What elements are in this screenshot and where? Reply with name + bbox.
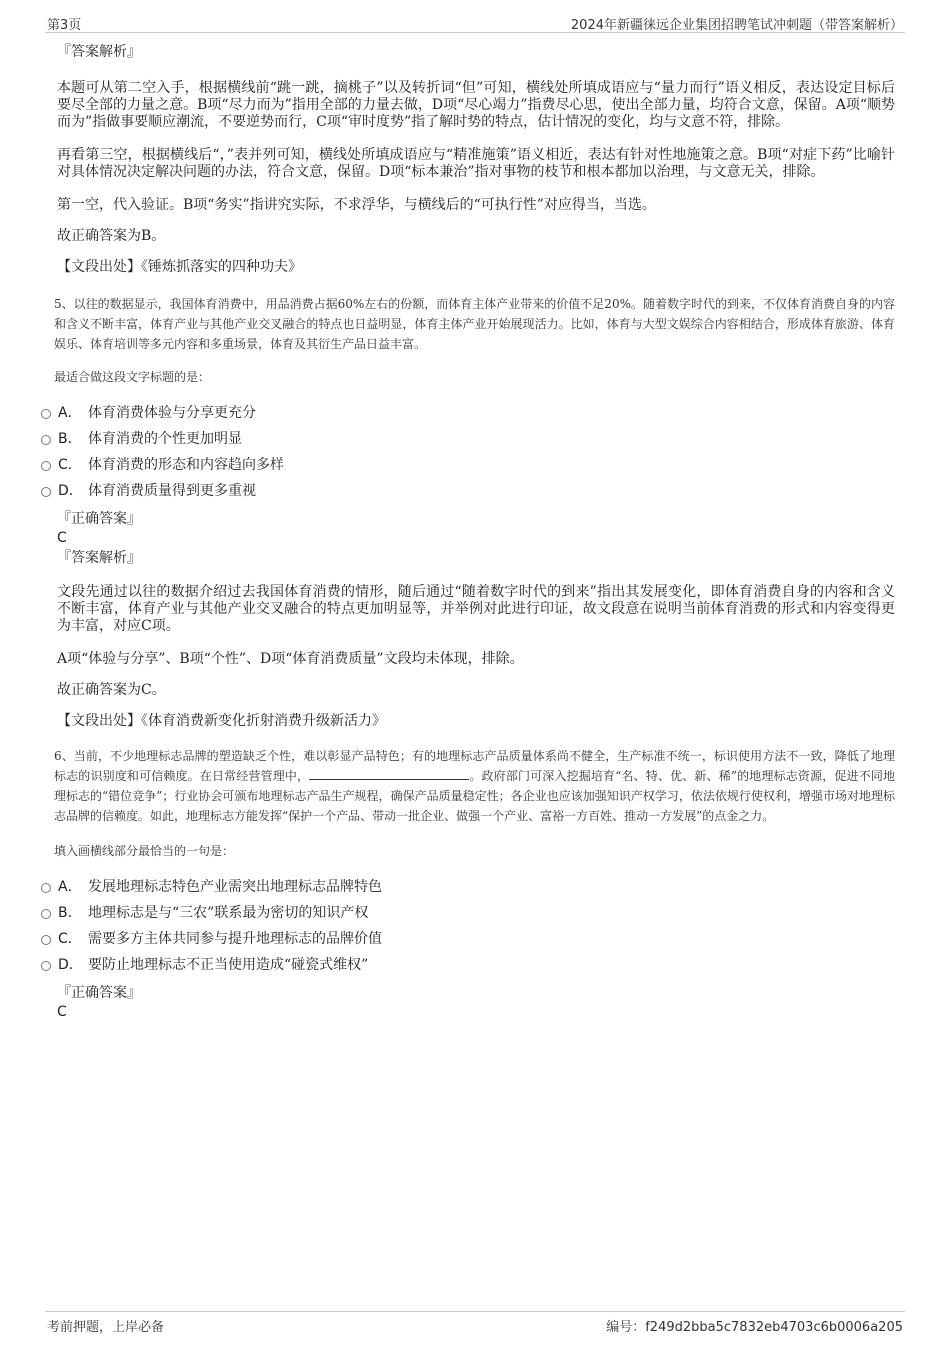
q5-option-d[interactable]: D． 体育消费质量得到更多重视: [0, 478, 900, 504]
q5-option-a[interactable]: A． 体育消费体验与分享更充分: [0, 400, 900, 426]
radio-button[interactable]: [41, 961, 51, 971]
page-footer: [45, 1311, 905, 1336]
q6-stem: [54, 746, 895, 826]
q6-option-d[interactable]: D． 要防止地理标志不正当使用造成“碰瓷式维权”: [0, 952, 900, 978]
fill-in-blank: [309, 767, 469, 780]
radio-button[interactable]: [41, 935, 51, 945]
q6-stem-before-blank: 6、当前，不少地理标志品牌的塑造缺乏个性，难以彰显产品特色；有的地理标志产品质量体系尚不健全，生产标准不统一，标识使用方法不一致，降低了地理标志的识别度和可信赖度。在日常经营管理中，: [54, 749, 895, 783]
q6-option-a[interactable]: A． 发展地理标志特色产业需突出地理标志品牌特色: [0, 874, 900, 900]
radio-button[interactable]: [41, 883, 51, 893]
document-title: 2024年新疆徕远企业集团招聘笔试冲刺题（带答案解析）: [570, 18, 903, 33]
document-code: 编号：f249d2bba5c7832eb4703c6b0006a205: [606, 1320, 903, 1335]
q5-prompt: 最适合做这段文字标题的是：: [54, 370, 211, 384]
page-header: [45, 12, 905, 33]
radio-button[interactable]: [41, 909, 51, 919]
q6-answer-label: 『正确答案』: [57, 985, 141, 1001]
q5-option-b[interactable]: B． 体育消费的个性更加明显: [0, 426, 900, 452]
q6-stem-after-blank: 。政府部门可深入挖掘培育“名、特、优、新、稀”的地理标志资源，促进不同地理标志的“错位竞争”；行业协会可颁布地理标志产品生产规程，确保产品质量稳定性；各企业也应该加强知识产权学习，依法依规行使权利，增强市场对地理标志品牌的信赖度。如此，地理标志方能发挥“保护一个产品、带动一批企业、做强一个产业、富裕一方百姓、推动一方发展”的点金之力。: [54, 769, 895, 823]
q6-option-c[interactable]: C． 需要多方主体共同参与提升地理标志的品牌价值: [0, 926, 900, 952]
q6-option-b[interactable]: B． 地理标志是与“三农”联系最为密切的知识产权: [0, 900, 900, 926]
page-content: [54, 43, 895, 1022]
q6-options: [0, 874, 900, 978]
footer-slogan: 考前押题，上岸必备: [47, 1320, 165, 1335]
q4-analysis-p4: 故正确答案为B。: [57, 228, 166, 244]
q5-analysis-p1: 文段先通过以往的数据介绍过去我国体育消费的情形，随后通过“随着数字时代的到来”指出其发展变化，即体育消费自身的内容和含义不断丰富，体育产业与其他产业交叉融合的特点更加明显等，并举例对此进行印证，故文段意在说明当前体育消费的形式和内容变得更为丰富，对应C项。: [57, 584, 895, 634]
q5-source: 【文段出处】《体育消费新变化折射消费升级新活力》: [57, 713, 386, 729]
q5-analysis-p2: A项“体验与分享”、B项“个性”、D项“体育消费质量”文段均未体现，排除。: [57, 651, 524, 667]
q4-analysis-p2: 再看第三空，根据横线后“，”表并列可知，横线处所填成语应与“精准施策”语义相近，表达有针对性地施策之意。B项“对症下药”比喻针对具体情况决定解决问题的办法，符合文意，保留。D项“标本兼治”指对事物的枝节和根本都加以治理，与文意无关，排除。: [57, 147, 895, 180]
radio-button[interactable]: [41, 487, 51, 497]
radio-button[interactable]: [41, 409, 51, 419]
q4-source: 【文段出处】《锤炼抓落实的四种功夫》: [57, 259, 302, 275]
q4-analysis-p1: 本题可从第二空入手，根据横线前“跳一跳，摘桃子”以及转折词“但”可知，横线处所填成语应与“量力而行”语义相反，表达设定目标后要尽全部的力量之意。B项“尽力而为”指用全部的力量去做，D项“尽心竭力”指费尽心思，使出全部力量，均符合文意，保留。A项“顺势而为”指做事要顺应潮流，不要逆势而行，C项“审时度势”指了解时势的特点，估计情况的变化，均与文意不符，排除。: [57, 80, 895, 130]
q5-stem: 5、以往的数据显示，我国体育消费中，用品消费占据60%左右的份额，而体育主体产业带来的价值不足20%。随着数字时代的到来，不仅体育消费自身的内容和含义不断丰富，体育产业与其他产业交叉融合的特点也日益明显，体育主体产业开始展现活力。比如，体育与大型文娱综合内容相结合，形成体育旅游、体育娱乐、体育培训等多元内容和多重场景，体育及其衍生产品日益丰富。: [54, 297, 895, 351]
q4-analysis-p3: 第一空，代入验证。B项“务实”指讲究实际，不求浮华，与横线后的“可执行性”对应得当，当选。: [57, 197, 656, 213]
q4-analysis-label: 『答案解析』: [57, 44, 141, 60]
radio-button[interactable]: [41, 461, 51, 471]
q6-prompt: 填入画横线部分最恰当的一句是：: [54, 844, 235, 858]
q5-answer-label: 『正确答案』: [57, 511, 141, 527]
q5-options: [0, 400, 900, 504]
page-number: 第3页: [47, 18, 82, 33]
q5-analysis-p3: 故正确答案为C。: [57, 682, 166, 698]
q5-analysis-label: 『答案解析』: [57, 550, 141, 566]
q5-option-c[interactable]: C． 体育消费的形态和内容趋向多样: [0, 452, 900, 478]
radio-button[interactable]: [41, 435, 51, 445]
q5-answer: C: [57, 530, 67, 546]
q6-answer: C: [57, 1004, 67, 1020]
